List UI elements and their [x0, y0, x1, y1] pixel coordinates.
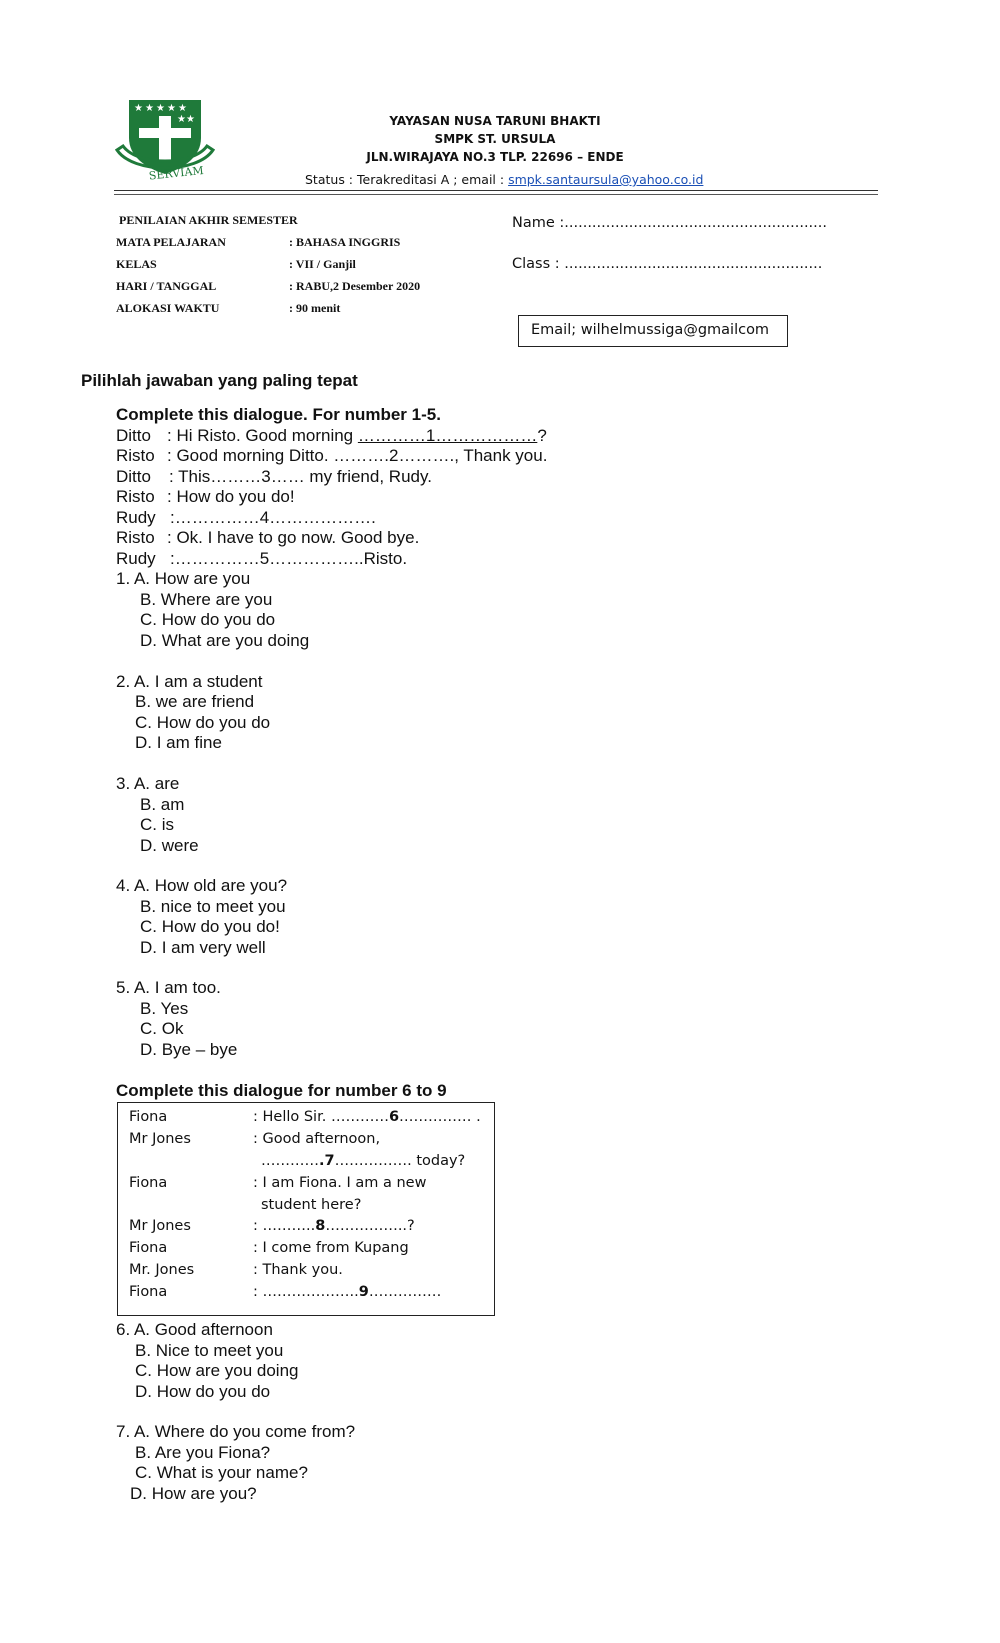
svg-text:★★: ★★	[177, 114, 195, 125]
box-speaker: Fiona	[129, 1240, 168, 1256]
blank-1: …………1………………	[357, 426, 538, 445]
option[interactable]: B. nice to meet you	[140, 897, 286, 916]
option[interactable]: C. Ok	[140, 1019, 184, 1038]
box-line: : Good afternoon,	[253, 1131, 381, 1147]
section1-title: Complete this dialogue. For number 1-5.	[116, 405, 441, 424]
option[interactable]: C. is	[140, 815, 174, 834]
svg-text:★: ★	[134, 103, 143, 114]
svg-text:★: ★	[145, 103, 154, 114]
option[interactable]: D. How do you do	[135, 1382, 271, 1401]
option[interactable]: B. am	[140, 795, 185, 814]
svg-text:★: ★	[178, 103, 187, 114]
dialogue-speaker: Ditto	[116, 426, 151, 445]
svg-text:★: ★	[156, 103, 165, 114]
section2-title: Complete this dialogue for number 6 to 9	[116, 1081, 447, 1100]
option[interactable]: D. I am very well	[140, 938, 266, 957]
box-tail: ……………..?	[325, 1218, 415, 1234]
box-speaker: Mr Jones	[129, 1131, 191, 1147]
box-tail: …………… .	[399, 1109, 481, 1125]
box-line: student here?	[261, 1197, 362, 1213]
option[interactable]: D. I am fine	[135, 733, 222, 752]
email-box: Email; wilhelmussiga@gmailcom	[518, 315, 788, 347]
dialogue-line: : This………3…… my friend, Rudy.	[169, 467, 432, 486]
dialogue-line: : Good morning Ditto. ……….2………., Thank you.	[167, 446, 548, 465]
box-line	[253, 1284, 441, 1300]
question-4: 4. A. How old are you?	[116, 876, 288, 895]
dialogue-speaker: Risto	[116, 487, 155, 506]
dialogue-speaker: Risto	[116, 446, 155, 465]
info-label: MATA PELAJARAN	[116, 235, 226, 249]
dialogue-speaker: Risto	[116, 528, 155, 547]
box-tail: ……………. today?	[334, 1153, 466, 1169]
option[interactable]: D. were	[140, 836, 199, 855]
school-email-link[interactable]: smpk.santaursula@yahoo.co.id	[508, 172, 704, 187]
blank-9: 9	[358, 1284, 369, 1300]
option[interactable]: D. What are you doing	[140, 631, 310, 650]
instruction: Pilihlah jawaban yang paling tepat	[81, 371, 358, 390]
school-logo	[115, 98, 215, 184]
dialogue-line: :……………5……………..Risto.	[170, 549, 408, 568]
dialogue-speaker: Rudy	[116, 508, 156, 527]
info-value: : 90 menit	[289, 301, 341, 315]
dialogue-line: : Ok. I have to go now. Good bye.	[167, 528, 420, 547]
option[interactable]: C. How are you doing	[135, 1361, 299, 1380]
school-address: JLN.WIRAJAYA NO.3 TLP. 22696 – ENDE	[366, 150, 624, 164]
option[interactable]: B. we are friend	[135, 692, 255, 711]
box-tail: ……………	[368, 1284, 442, 1300]
question-6: 6. A. Good afternoon	[116, 1320, 273, 1339]
question-1: 1. A. How are you	[116, 569, 251, 588]
box-speaker: Fiona	[129, 1284, 168, 1300]
question-5: 5. A. I am too.	[116, 978, 221, 997]
option[interactable]: B. Where are you	[140, 590, 273, 609]
box-text: : Hello Sir. …………	[253, 1109, 389, 1125]
box-text: …………	[261, 1153, 319, 1169]
header-rule-thin	[114, 194, 878, 195]
box-line: : I am Fiona. I am a new	[253, 1175, 427, 1191]
blank-8: 8	[315, 1218, 326, 1234]
dialogue-line: : How do you do!	[167, 487, 295, 506]
option[interactable]: C. How do you do!	[140, 917, 280, 936]
option[interactable]: C. How do you do	[140, 610, 276, 629]
option[interactable]: D. How are you?	[130, 1484, 257, 1503]
option[interactable]: D. Bye – bye	[140, 1040, 238, 1059]
dialogue-line	[167, 426, 547, 446]
box-speaker: Fiona	[129, 1175, 168, 1191]
option[interactable]: C. How do you do	[135, 713, 271, 732]
svg-text:★: ★	[167, 103, 176, 114]
dialogue-text: : Hi Risto. Good morning	[167, 426, 358, 445]
box-speaker: Fiona	[129, 1109, 168, 1125]
blank-6: 6	[388, 1109, 400, 1125]
box-text: : ………..	[253, 1218, 316, 1234]
info-value: : BAHASA INGGRIS	[289, 235, 401, 249]
question-3: 3. A. are	[116, 774, 180, 793]
info-label: ALOKASI WAKTU	[116, 301, 220, 315]
question-7: 7. A. Where do you come from?	[116, 1422, 356, 1441]
header-rule	[114, 190, 878, 191]
school-status	[305, 172, 703, 187]
info-label: HARI / TANGGAL	[116, 279, 217, 293]
info-label: KELAS	[116, 257, 157, 271]
status-text: Status : Terakreditasi A ; email :	[305, 172, 509, 187]
dialogue-speaker: Ditto	[116, 467, 151, 486]
option[interactable]: B. Yes	[140, 999, 189, 1018]
info-value: : RABU,2 Desember 2020	[289, 279, 421, 293]
logo-text: SERVIAM	[148, 163, 205, 183]
box-text: : ………………..	[253, 1284, 359, 1300]
option[interactable]: C. What is your name?	[135, 1463, 308, 1482]
info-value: : VII / Ganjil	[289, 257, 356, 271]
dialogue-line: :……………4……………….	[170, 508, 376, 527]
box-line	[261, 1153, 465, 1169]
dialogue-end: ?	[537, 426, 547, 445]
foundation-name: YAYASAN NUSA TARUNI BHAKTI	[389, 114, 601, 128]
box-line	[253, 1218, 415, 1234]
option[interactable]: B. Nice to meet you	[135, 1341, 284, 1360]
box-speaker: Mr Jones	[129, 1218, 191, 1234]
exam-title: PENILAIAN AKHIR SEMESTER	[119, 213, 298, 227]
box-line: : I come from Kupang	[253, 1240, 409, 1256]
box-line: : Thank you.	[253, 1262, 343, 1278]
question-2: 2. A. I am a student	[116, 672, 263, 691]
box-speaker: Mr. Jones	[129, 1262, 195, 1278]
box-line	[253, 1109, 481, 1125]
option[interactable]: B. Are you Fiona?	[135, 1443, 271, 1462]
blank-7: .7	[319, 1153, 335, 1169]
dialogue-speaker: Rudy	[116, 549, 156, 568]
name-field[interactable]: Name :.........................................................	[512, 215, 827, 231]
school-name: SMPK ST. URSULA	[434, 132, 556, 146]
class-field[interactable]: Class : ........................................................	[512, 256, 823, 272]
